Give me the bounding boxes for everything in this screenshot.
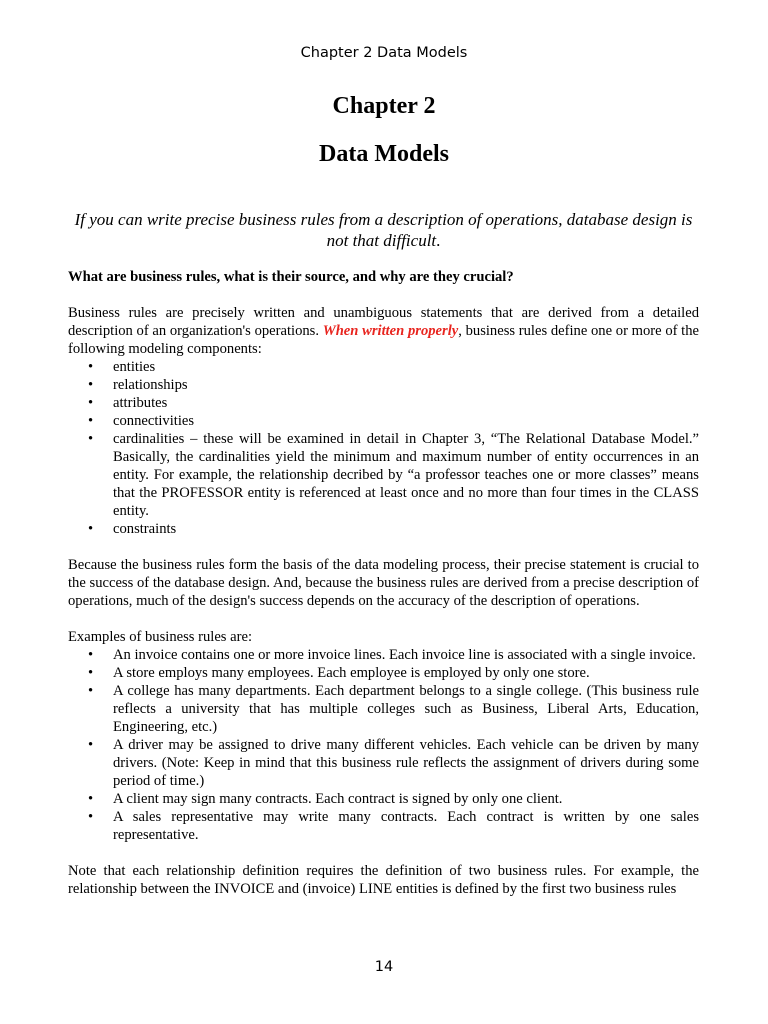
list-item <box>68 430 699 520</box>
list-item <box>68 520 699 538</box>
list-item-text: relationships <box>113 377 188 393</box>
bullet-icon: • <box>88 395 94 411</box>
intro-paragraph <box>68 304 699 358</box>
list-item <box>68 736 699 790</box>
spacer <box>68 538 699 556</box>
list-item-text: entities <box>113 359 156 375</box>
list-item <box>68 646 699 664</box>
bullet-icon: • <box>88 683 94 699</box>
bullet-icon: • <box>88 413 94 429</box>
chapter-number-heading: Chapter 2 <box>332 93 436 119</box>
spacer <box>68 844 699 862</box>
intro-text-after: , business rules define one or more of the following modeling components: <box>68 323 700 357</box>
list-item-text: A driver may be assigned to drive many different vehicles. Each vehicle can be driven by many drivers. (Note: Keep in mind that this business rule reflects the assignment of drivers during some period of time.) <box>113 737 699 789</box>
list-item <box>68 790 699 808</box>
bullet-icon: • <box>88 737 94 753</box>
bullet-icon: • <box>88 521 94 537</box>
main-content <box>68 268 699 898</box>
page-number: 14 <box>374 959 394 975</box>
list-item-text: A store employs many employees. Each employee is employed by only one store. <box>113 665 590 681</box>
running-header: Chapter 2 Data Models <box>300 45 468 61</box>
section-question: What are business rules, what is their source, and why are they crucial? <box>68 269 514 285</box>
bullet-icon: • <box>88 359 94 375</box>
list-item <box>68 412 699 430</box>
spacer <box>68 610 699 628</box>
basis-paragraph: Because the business rules form the basis of the data modeling process, their precise statement is crucial to the success of the database design. And, because the business rules are derived from a precise description of operations, much of the design's success depends on the accuracy of the description of operations. <box>68 557 699 609</box>
list-item-text: connectivities <box>113 413 195 429</box>
bullet-icon: • <box>88 665 94 681</box>
note-paragraph: Note that each relationship definition requires the definition of two business rules. For example, the relationship between the INVOICE and (invoice) LINE entities is defined by the first two business rules <box>68 863 699 897</box>
list-item-text: A college has many departments. Each department belongs to a single college. (This business rule reflects a university that has multiple colleges such as Business, Liberal Arts, Education, Engineering, etc.) <box>113 683 699 735</box>
list-item-text: attributes <box>113 395 168 411</box>
list-item-text: An invoice contains one or more invoice lines. Each invoice line is associated with a single invoice. <box>113 647 696 663</box>
list-item-text: A sales representative may write many contracts. Each contract is written by one sales representative. <box>113 809 699 843</box>
epigraph <box>67 209 700 251</box>
list-item <box>68 664 699 682</box>
components-list <box>68 358 699 538</box>
epigraph-text: If you can write precise business rules from a description of operations, database design is not that difficult <box>74 210 693 250</box>
bullet-icon: • <box>88 647 94 663</box>
bullet-icon: • <box>88 791 94 807</box>
list-item <box>68 358 699 376</box>
list-item <box>68 808 699 844</box>
list-item-text: constraints <box>113 521 177 537</box>
intro-text-before: Business rules are precisely written and unambiguous statements that are derived from a detailed description of an organization's operations. <box>68 305 699 339</box>
examples-list <box>68 646 699 844</box>
list-item <box>68 376 699 394</box>
list-item-text: cardinalities – these will be examined in detail in Chapter 3, “The Relational Database Model.” Basically, the cardinalities yield the minimum and maximum number of entity occurrences in an entity. For example, the relationship decribed by “a professor teaches one or more classes” means that the PROFESSOR entity is referenced at least once and no more than four times in the CLASS entity. <box>113 431 699 519</box>
chapter-title-heading: Data Models <box>319 141 449 167</box>
bullet-icon: • <box>88 431 94 447</box>
epigraph-period: . <box>436 231 441 250</box>
intro-emphasis: When written properly <box>322 323 459 339</box>
bullet-icon: • <box>88 809 94 825</box>
list-item <box>68 394 699 412</box>
examples-intro: Examples of business rules are: <box>68 629 252 645</box>
bullet-icon: • <box>88 377 94 393</box>
list-item-text: A client may sign many contracts. Each contract is signed by only one client. <box>113 791 563 807</box>
list-item <box>68 682 699 736</box>
